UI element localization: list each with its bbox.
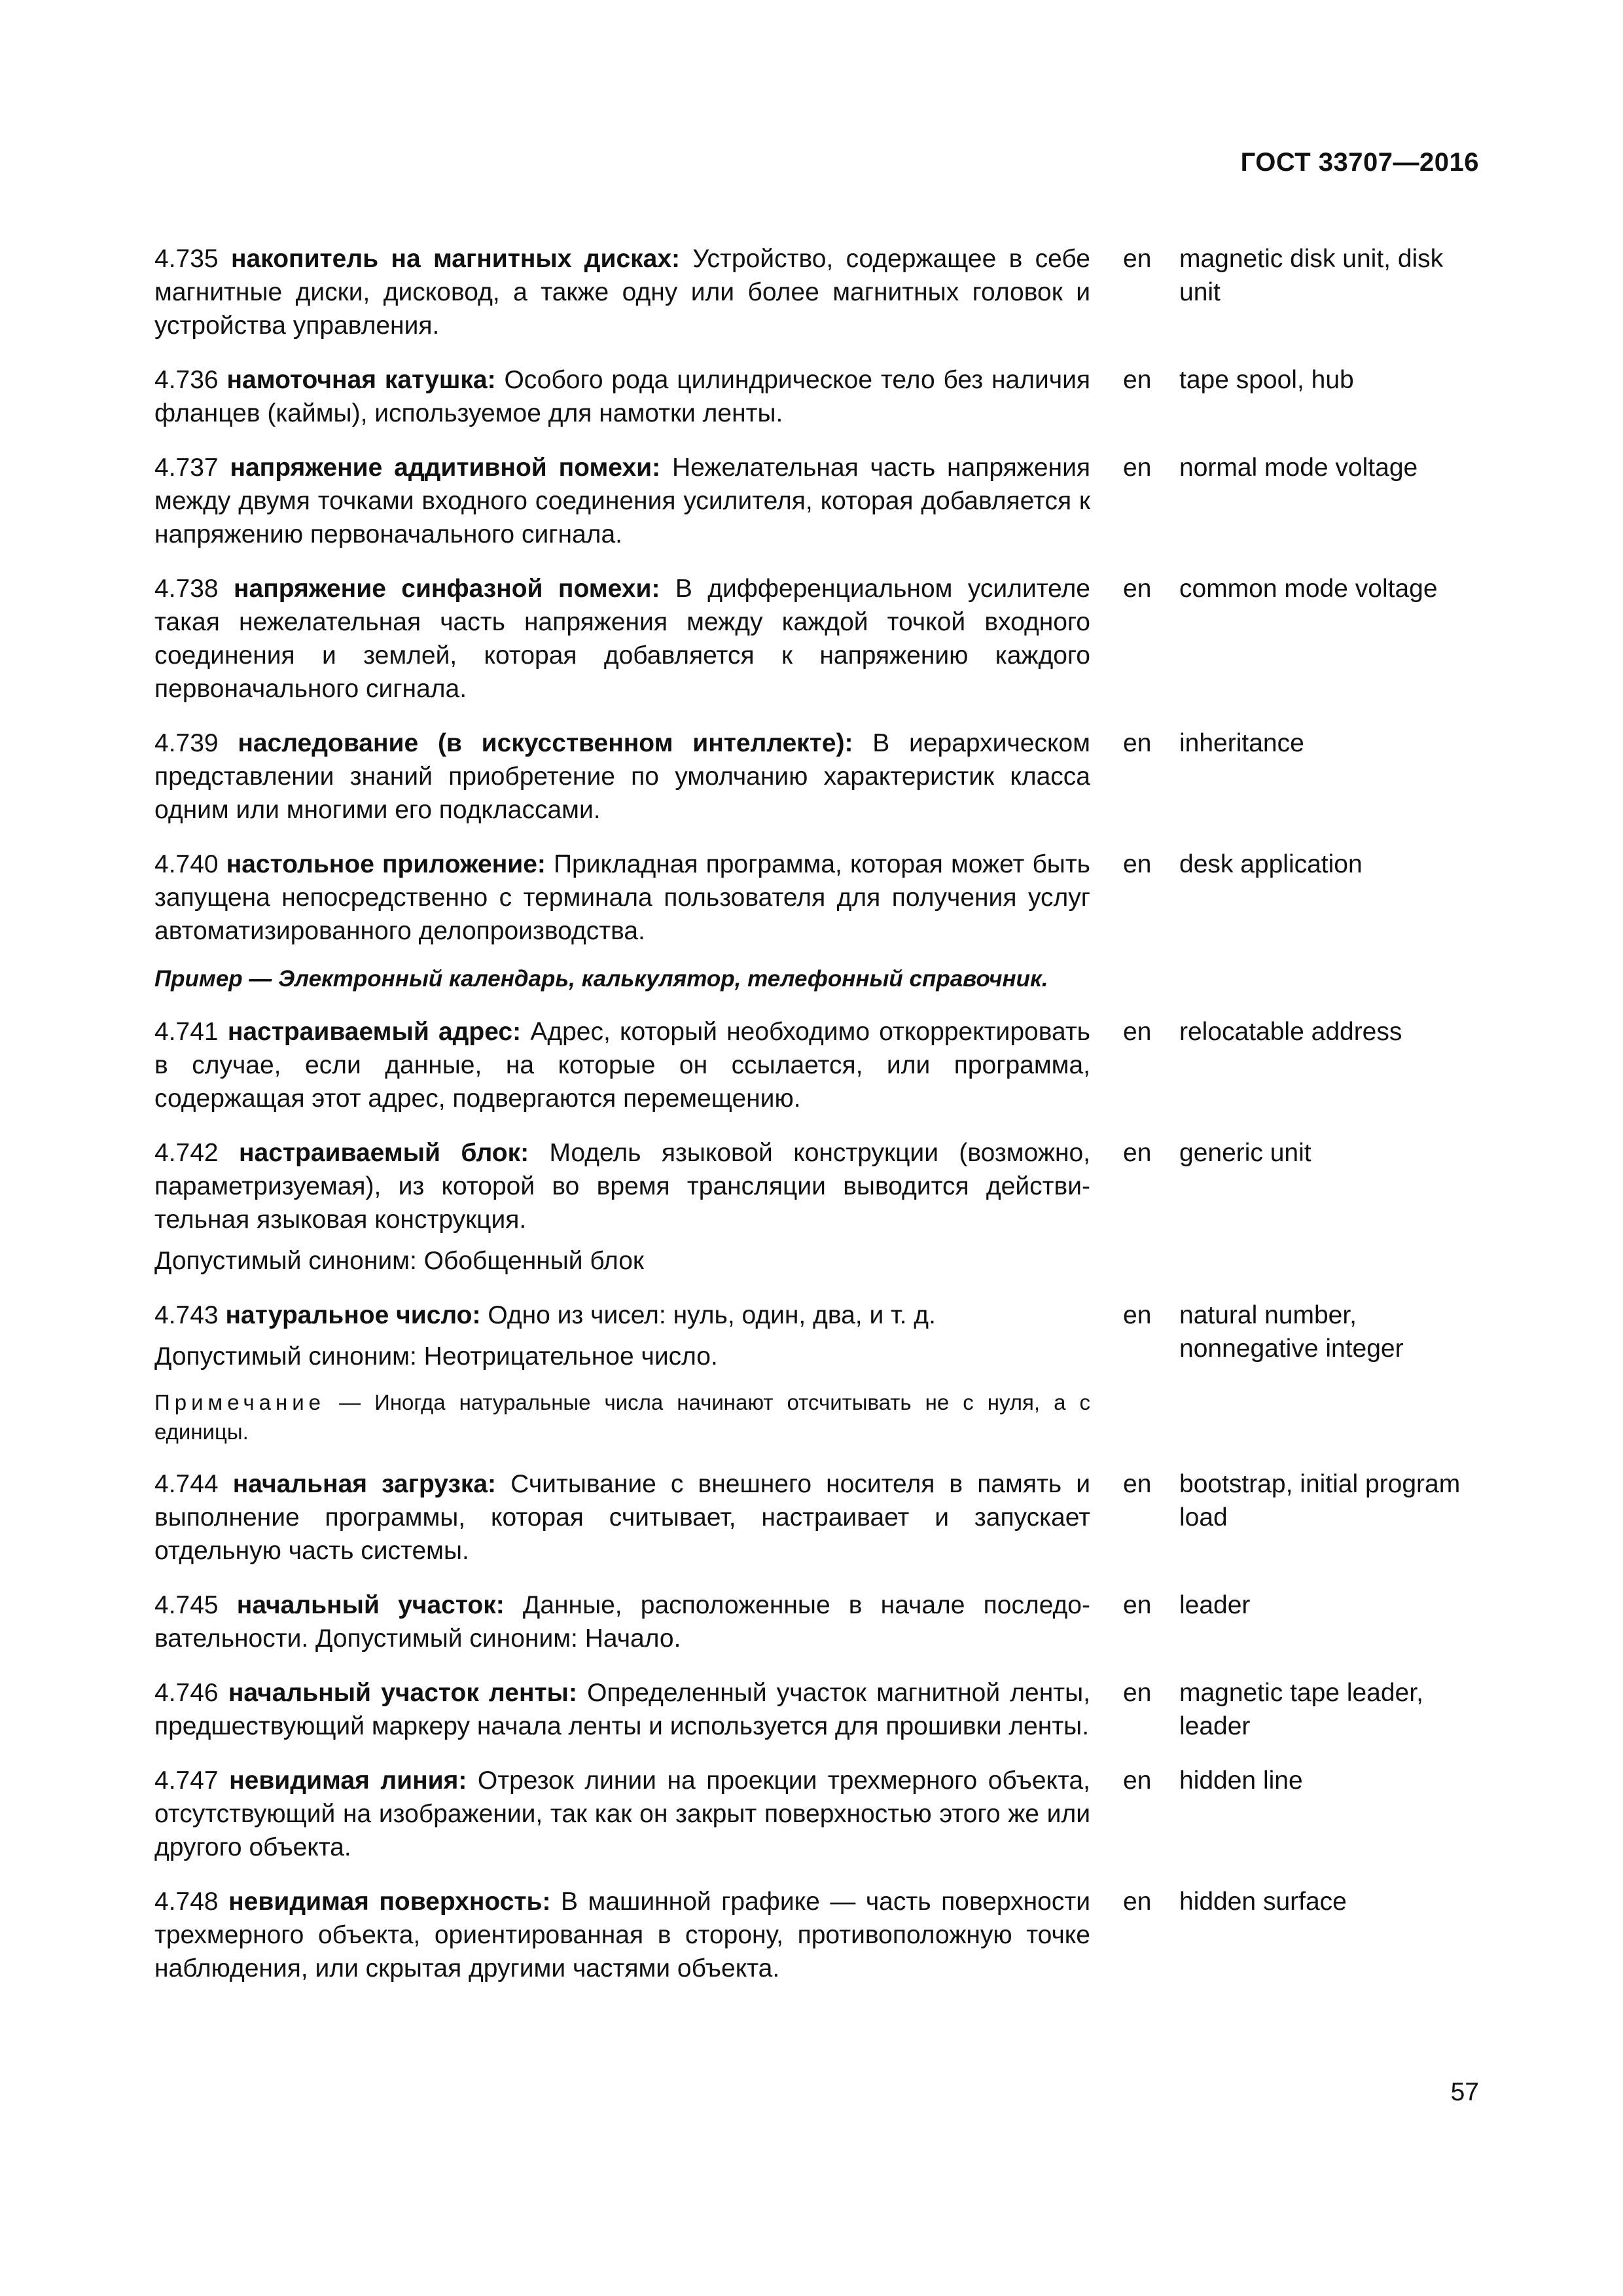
entry-number: 4.735 xyxy=(154,245,219,273)
entry-english: common mode voltage xyxy=(1179,575,1438,603)
entry-term: невидимая поверхность: xyxy=(228,1888,551,1916)
entry-english: hidden line xyxy=(1179,1767,1303,1795)
entry-russian xyxy=(154,848,1090,994)
term-entry xyxy=(154,242,1483,342)
entry-number: 4.747 xyxy=(154,1767,219,1795)
entry-definition: В иерархическом представлении знаний приобретение по умолчанию характеристик класса одним или многими его подклассами. xyxy=(154,729,1090,824)
entry-lang: en xyxy=(1123,245,1152,273)
entry-russian xyxy=(154,572,1090,706)
entry-lang: en xyxy=(1123,1591,1152,1619)
entry-definition: Устройство, содержащее в себе магнитные диски, дисковод, а также одну или более магнитных головок и устройства управления. xyxy=(154,245,1090,340)
entry-lang: en xyxy=(1123,1301,1152,1329)
entry-english: inheritance xyxy=(1179,729,1304,757)
entry-number: 4.737 xyxy=(154,454,219,482)
entry-term: натуральное число: xyxy=(225,1301,481,1329)
term-entry xyxy=(154,1588,1483,1655)
entry-russian xyxy=(154,1015,1090,1115)
entry-russian xyxy=(154,242,1090,342)
term-entry xyxy=(154,848,1483,994)
entry-number: 4.743 xyxy=(154,1301,219,1329)
entry-russian xyxy=(154,1467,1090,1568)
entry-number: 4.744 xyxy=(154,1470,219,1498)
entry-definition: Одно из чисел: нуль, один, два, и т. д. xyxy=(488,1301,936,1329)
entry-lang: en xyxy=(1123,850,1152,878)
entry-english: bootstrap, initial program load xyxy=(1179,1470,1461,1532)
term-entries xyxy=(154,242,1483,2006)
entry-number: 4.740 xyxy=(154,850,219,878)
entry-term: начальный участок: xyxy=(236,1591,505,1619)
entry-synonym: Допустимый синоним: Неотрицательное число. xyxy=(154,1342,718,1371)
entry-english: hidden surface xyxy=(1179,1888,1347,1916)
entry-definition: В машинной графике — часть поверхности трехмерного объекта, ориентированная в сторону, противоположную точке наблюдения, или скрытая другими частями объекта. xyxy=(154,1888,1090,1982)
entry-term: невидимая линия: xyxy=(229,1767,467,1795)
note-text: — Иногда натуральные числа начинают отсчитывать не с нуля, а с единицы. xyxy=(154,1390,1090,1444)
entry-russian xyxy=(154,451,1090,551)
entry-number: 4.738 xyxy=(154,575,219,603)
entry-definition: Адрес, который необходимо откорректировать в случае, если данные, на которые он ссылается, или программа, содержащая этот адрес, подвергаются перемещению. xyxy=(154,1018,1090,1113)
entry-lang: en xyxy=(1123,729,1152,757)
entry-number: 4.739 xyxy=(154,729,219,757)
entry-number: 4.736 xyxy=(154,366,219,394)
note-label: Примечание xyxy=(154,1390,326,1414)
entry-russian xyxy=(154,1299,1090,1446)
entry-lang: en xyxy=(1123,1679,1152,1707)
entry-russian xyxy=(154,363,1090,430)
entry-russian xyxy=(154,726,1090,827)
entry-number: 4.742 xyxy=(154,1139,219,1167)
entry-definition: Особого рода цилиндрическое тело без наличия фланцев (каймы), используемое для намотки ленты. xyxy=(154,366,1091,427)
entry-english: leader xyxy=(1179,1591,1251,1619)
entry-term: напряжение синфазной помехи: xyxy=(233,575,660,603)
entry-definition: В дифференциальном усилителе такая нежелательная часть напряжения между каждой точкой входного соединения и землей, которая добавляется к напряжению каждого первоначального сигнала. xyxy=(154,575,1090,703)
entry-synonym: Допустимый синоним: Обобщенный блок xyxy=(154,1247,644,1275)
entry-term: настраиваемый адрес: xyxy=(227,1018,522,1046)
entry-english: tape spool, hub xyxy=(1179,366,1354,394)
entry-english: magnetic tape leader, leader xyxy=(1179,1679,1423,1740)
entry-lang: en xyxy=(1123,1470,1152,1498)
term-entry xyxy=(154,1885,1483,1985)
term-entry xyxy=(154,363,1483,430)
entry-english: natural number, nonnegative integer xyxy=(1179,1301,1404,1363)
entry-lang: en xyxy=(1123,575,1152,603)
entry-russian xyxy=(154,1764,1090,1864)
entry-number: 4.745 xyxy=(154,1591,219,1619)
entry-russian xyxy=(154,1885,1090,1985)
entry-definition: Нежелательная часть напряжения между двумя точками входного соединения усилителя, которая добавляется к напряжению первоначального сигнала. xyxy=(154,454,1090,548)
entry-russian xyxy=(154,1588,1090,1655)
term-entry xyxy=(154,1136,1483,1278)
entry-term: напряжение аддитивной помехи: xyxy=(230,454,661,482)
entry-term: намоточная катушка: xyxy=(226,366,496,394)
entry-russian xyxy=(154,1136,1090,1278)
entry-definition: Данные, расположенные в начале последовательности. Допустимый синоним: Начало. xyxy=(154,1591,1090,1653)
entry-russian xyxy=(154,1676,1090,1743)
entry-number: 4.741 xyxy=(154,1018,219,1046)
term-entry xyxy=(154,726,1483,827)
entry-definition: Определенный участок магнитной ленты, предшествующий маркеру начала ленты и используется для прошивки ленты. xyxy=(154,1679,1091,1740)
term-entry xyxy=(154,1467,1483,1568)
entry-lang: en xyxy=(1123,1888,1152,1916)
term-entry xyxy=(154,1676,1483,1743)
term-entry xyxy=(154,451,1483,551)
entry-definition: Считывание с внешнего носителя в память и выполнение программы, которая считывает, настраивает и запускает отдельную часть системы. xyxy=(154,1470,1090,1565)
entry-lang: en xyxy=(1123,366,1152,394)
entry-definition: Модель языковой конструкции (возможно, параметризуемая), из которой во время трансляции выводится действительная языковая конструкция. xyxy=(154,1139,1091,1234)
entry-note xyxy=(154,1388,1090,1446)
document-header: ГОСТ 33707—2016 xyxy=(1240,148,1479,177)
entry-term: начальная загрузка: xyxy=(232,1470,497,1498)
entry-lang: en xyxy=(1123,1139,1152,1167)
entry-lang: en xyxy=(1123,1018,1152,1046)
page-number: 57 xyxy=(1450,2078,1479,2106)
entry-english: magnetic disk unit, disk unit xyxy=(1179,245,1444,306)
term-entry xyxy=(154,1015,1483,1115)
entry-lang: en xyxy=(1123,1767,1152,1795)
entry-number: 4.748 xyxy=(154,1888,219,1916)
term-entry xyxy=(154,572,1483,706)
entry-term: наследование (в искусственном интеллекте): xyxy=(238,729,853,757)
entry-term: настраиваемый блок: xyxy=(239,1139,529,1167)
entry-english: generic unit xyxy=(1179,1139,1311,1167)
entry-english: normal mode voltage xyxy=(1179,454,1418,482)
entry-definition: Прикладная программа, которая может быть запущена непосредственно с терминала пользователя для получения услуг автоматизированного делопроизводства. xyxy=(154,850,1090,945)
entry-example: Пример — Электронный календарь, калькулятор, телефонный справочник. xyxy=(154,966,1048,992)
entry-english: desk application xyxy=(1179,850,1363,878)
term-entry xyxy=(154,1299,1483,1446)
entry-number: 4.746 xyxy=(154,1679,219,1707)
entry-english: relocatable address xyxy=(1179,1018,1402,1046)
entry-term: настольное приложение: xyxy=(226,850,546,878)
entry-term: начальный участок ленты: xyxy=(228,1679,577,1707)
entry-term: накопитель на магнитных дисках: xyxy=(230,245,681,273)
entry-lang: en xyxy=(1123,454,1152,482)
term-entry xyxy=(154,1764,1483,1864)
entry-definition: Отрезок линии на проекции трехмерного объекта, отсутствующий на изображении, так как он закрыт поверхностью этого же или другого объекта. xyxy=(154,1767,1090,1861)
